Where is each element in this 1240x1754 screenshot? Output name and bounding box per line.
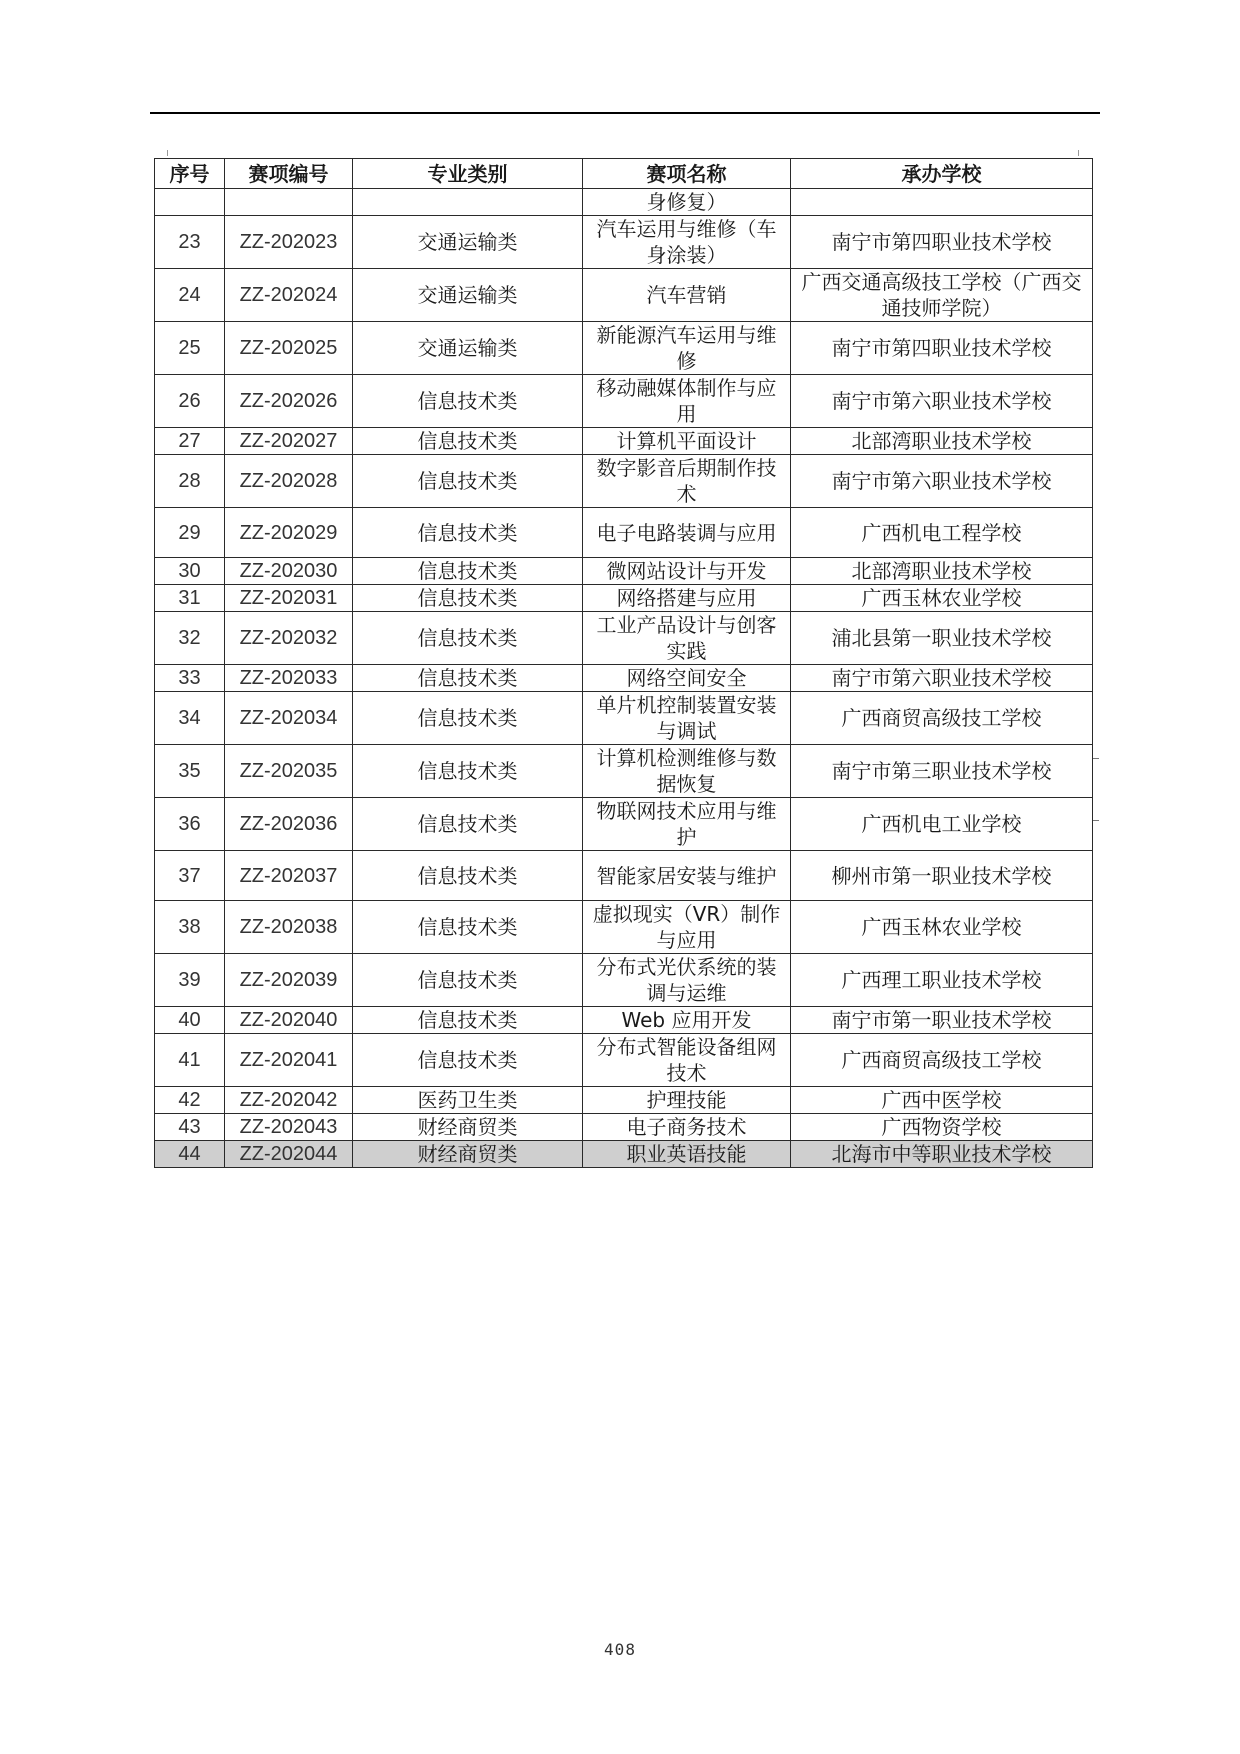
cell-code: ZZ-202037 bbox=[225, 851, 353, 901]
cell-category: 信息技术类 bbox=[353, 1034, 583, 1087]
cell-school: 南宁市第一职业技术学校 bbox=[791, 1007, 1093, 1034]
cell-name: 数字影音后期制作技术 bbox=[583, 455, 791, 508]
cell-name: 智能家居安装与维护 bbox=[583, 851, 791, 901]
cell-category: 信息技术类 bbox=[353, 508, 583, 558]
cell-school: 广西机电工程学校 bbox=[791, 508, 1093, 558]
cell-school: 南宁市第六职业技术学校 bbox=[791, 375, 1093, 428]
cell-code bbox=[225, 189, 353, 216]
cell-name: 虚拟现实（VR）制作与应用 bbox=[583, 901, 791, 954]
cell-name: 网络搭建与应用 bbox=[583, 585, 791, 612]
cell-category: 信息技术类 bbox=[353, 428, 583, 455]
cell-school: 广西玉林农业学校 bbox=[791, 585, 1093, 612]
table-row bbox=[155, 455, 1093, 508]
cell-name: 电子电路装调与应用 bbox=[583, 508, 791, 558]
cell-no bbox=[155, 189, 225, 216]
cell-school: 南宁市第三职业技术学校 bbox=[791, 745, 1093, 798]
cell-no: 35 bbox=[155, 745, 225, 798]
table-row bbox=[155, 558, 1093, 585]
header-category: 专业类别 bbox=[353, 159, 583, 189]
cell-code: ZZ-202026 bbox=[225, 375, 353, 428]
cell-code: ZZ-202041 bbox=[225, 1034, 353, 1087]
crop-mark-left bbox=[167, 150, 168, 156]
cell-no: 40 bbox=[155, 1007, 225, 1034]
table-row bbox=[155, 1141, 1093, 1168]
margin-mark bbox=[1093, 820, 1099, 821]
cell-school: 广西物资学校 bbox=[791, 1114, 1093, 1141]
cell-no: 43 bbox=[155, 1114, 225, 1141]
cell-no: 23 bbox=[155, 216, 225, 269]
header-name: 赛项名称 bbox=[583, 159, 791, 189]
cell-category: 信息技术类 bbox=[353, 665, 583, 692]
table-header bbox=[155, 159, 1093, 189]
table-row bbox=[155, 954, 1093, 1007]
cell-name: 护理技能 bbox=[583, 1087, 791, 1114]
cell-no: 28 bbox=[155, 455, 225, 508]
cell-code: ZZ-202032 bbox=[225, 612, 353, 665]
cell-name: 汽车营销 bbox=[583, 269, 791, 322]
table-row bbox=[155, 745, 1093, 798]
table-row bbox=[155, 189, 1093, 216]
cell-name: 微网站设计与开发 bbox=[583, 558, 791, 585]
cell-code: ZZ-202039 bbox=[225, 954, 353, 1007]
header-school: 承办学校 bbox=[791, 159, 1093, 189]
cell-category: 信息技术类 bbox=[353, 901, 583, 954]
table-row bbox=[155, 692, 1093, 745]
cell-category: 信息技术类 bbox=[353, 954, 583, 1007]
cell-school: 广西理工职业技术学校 bbox=[791, 954, 1093, 1007]
cell-code: ZZ-202038 bbox=[225, 901, 353, 954]
cell-school: 广西商贸高级技工学校 bbox=[791, 1034, 1093, 1087]
cell-no: 31 bbox=[155, 585, 225, 612]
cell-name: 单片机控制装置安装与调试 bbox=[583, 692, 791, 745]
page-number: 408 bbox=[604, 1640, 636, 1659]
cell-no: 33 bbox=[155, 665, 225, 692]
cell-code: ZZ-202034 bbox=[225, 692, 353, 745]
cell-category: 信息技术类 bbox=[353, 851, 583, 901]
cell-category: 信息技术类 bbox=[353, 692, 583, 745]
cell-school bbox=[791, 189, 1093, 216]
cell-school: 广西玉林农业学校 bbox=[791, 901, 1093, 954]
cell-school: 北部湾职业技术学校 bbox=[791, 428, 1093, 455]
cell-school: 浦北县第一职业技术学校 bbox=[791, 612, 1093, 665]
cell-school: 广西交通高级技工学校（广西交通技师学院） bbox=[791, 269, 1093, 322]
table-row bbox=[155, 665, 1093, 692]
cell-school: 北部湾职业技术学校 bbox=[791, 558, 1093, 585]
cell-no: 30 bbox=[155, 558, 225, 585]
cell-name: 汽车运用与维修（车身涂装） bbox=[583, 216, 791, 269]
cell-name: 新能源汽车运用与维修 bbox=[583, 322, 791, 375]
cell-code: ZZ-202024 bbox=[225, 269, 353, 322]
cell-category: 交通运输类 bbox=[353, 322, 583, 375]
table-row bbox=[155, 269, 1093, 322]
cell-name: 职业英语技能 bbox=[583, 1141, 791, 1168]
cell-no: 32 bbox=[155, 612, 225, 665]
cell-school: 广西机电工业学校 bbox=[791, 798, 1093, 851]
cell-no: 26 bbox=[155, 375, 225, 428]
table-row bbox=[155, 1034, 1093, 1087]
cell-category: 财经商贸类 bbox=[353, 1141, 583, 1168]
crop-mark-right bbox=[1078, 150, 1079, 156]
table-row bbox=[155, 322, 1093, 375]
cell-category: 医药卫生类 bbox=[353, 1087, 583, 1114]
cell-name: 分布式光伏系统的装调与运维 bbox=[583, 954, 791, 1007]
cell-category: 交通运输类 bbox=[353, 216, 583, 269]
cell-school: 南宁市第六职业技术学校 bbox=[791, 665, 1093, 692]
cell-category: 信息技术类 bbox=[353, 1007, 583, 1034]
cell-name: Web 应用开发 bbox=[583, 1007, 791, 1034]
table-row bbox=[155, 1087, 1093, 1114]
cell-code: ZZ-202040 bbox=[225, 1007, 353, 1034]
contest-table bbox=[154, 158, 1093, 1168]
table-row bbox=[155, 508, 1093, 558]
cell-code: ZZ-202023 bbox=[225, 216, 353, 269]
cell-code: ZZ-202035 bbox=[225, 745, 353, 798]
header-row bbox=[155, 159, 1093, 189]
table-row bbox=[155, 375, 1093, 428]
table-row bbox=[155, 428, 1093, 455]
header-no: 序号 bbox=[155, 159, 225, 189]
cell-school: 南宁市第六职业技术学校 bbox=[791, 455, 1093, 508]
cell-name: 工业产品设计与创客实践 bbox=[583, 612, 791, 665]
cell-name: 分布式智能设备组网技术 bbox=[583, 1034, 791, 1087]
cell-school: 北海市中等职业技术学校 bbox=[791, 1141, 1093, 1168]
cell-school: 南宁市第四职业技术学校 bbox=[791, 322, 1093, 375]
table-body bbox=[155, 189, 1093, 1168]
cell-code: ZZ-202030 bbox=[225, 558, 353, 585]
cell-no: 34 bbox=[155, 692, 225, 745]
cell-code: ZZ-202027 bbox=[225, 428, 353, 455]
table-row bbox=[155, 901, 1093, 954]
header-rule bbox=[150, 112, 1100, 114]
cell-category: 财经商贸类 bbox=[353, 1114, 583, 1141]
cell-category: 信息技术类 bbox=[353, 798, 583, 851]
cell-name: 身修复） bbox=[583, 189, 791, 216]
table-row bbox=[155, 1114, 1093, 1141]
cell-name: 计算机平面设计 bbox=[583, 428, 791, 455]
cell-school: 柳州市第一职业技术学校 bbox=[791, 851, 1093, 901]
cell-code: ZZ-202042 bbox=[225, 1087, 353, 1114]
cell-school: 广西中医学校 bbox=[791, 1087, 1093, 1114]
cell-no: 44 bbox=[155, 1141, 225, 1168]
margin-mark bbox=[1093, 758, 1099, 759]
cell-name: 电子商务技术 bbox=[583, 1114, 791, 1141]
cell-name: 网络空间安全 bbox=[583, 665, 791, 692]
cell-name: 移动融媒体制作与应用 bbox=[583, 375, 791, 428]
table-row bbox=[155, 1007, 1093, 1034]
cell-category: 信息技术类 bbox=[353, 455, 583, 508]
header-code: 赛项编号 bbox=[225, 159, 353, 189]
cell-no: 39 bbox=[155, 954, 225, 1007]
cell-no: 27 bbox=[155, 428, 225, 455]
cell-code: ZZ-202036 bbox=[225, 798, 353, 851]
cell-code: ZZ-202044 bbox=[225, 1141, 353, 1168]
cell-category: 信息技术类 bbox=[353, 558, 583, 585]
table-row bbox=[155, 851, 1093, 901]
cell-code: ZZ-202031 bbox=[225, 585, 353, 612]
cell-no: 24 bbox=[155, 269, 225, 322]
cell-code: ZZ-202028 bbox=[225, 455, 353, 508]
cell-no: 42 bbox=[155, 1087, 225, 1114]
cell-name: 计算机检测维修与数据恢复 bbox=[583, 745, 791, 798]
cell-no: 38 bbox=[155, 901, 225, 954]
cell-no: 36 bbox=[155, 798, 225, 851]
table-row bbox=[155, 798, 1093, 851]
cell-category bbox=[353, 189, 583, 216]
cell-category: 信息技术类 bbox=[353, 585, 583, 612]
cell-code: ZZ-202043 bbox=[225, 1114, 353, 1141]
table-row bbox=[155, 585, 1093, 612]
cell-category: 信息技术类 bbox=[353, 375, 583, 428]
table-row bbox=[155, 216, 1093, 269]
cell-no: 29 bbox=[155, 508, 225, 558]
cell-category: 信息技术类 bbox=[353, 612, 583, 665]
cell-category: 信息技术类 bbox=[353, 745, 583, 798]
cell-code: ZZ-202033 bbox=[225, 665, 353, 692]
cell-code: ZZ-202025 bbox=[225, 322, 353, 375]
cell-no: 37 bbox=[155, 851, 225, 901]
cell-school: 南宁市第四职业技术学校 bbox=[791, 216, 1093, 269]
cell-category: 交通运输类 bbox=[353, 269, 583, 322]
cell-no: 41 bbox=[155, 1034, 225, 1087]
table-row bbox=[155, 612, 1093, 665]
cell-school: 广西商贸高级技工学校 bbox=[791, 692, 1093, 745]
cell-name: 物联网技术应用与维护 bbox=[583, 798, 791, 851]
cell-no: 25 bbox=[155, 322, 225, 375]
cell-code: ZZ-202029 bbox=[225, 508, 353, 558]
